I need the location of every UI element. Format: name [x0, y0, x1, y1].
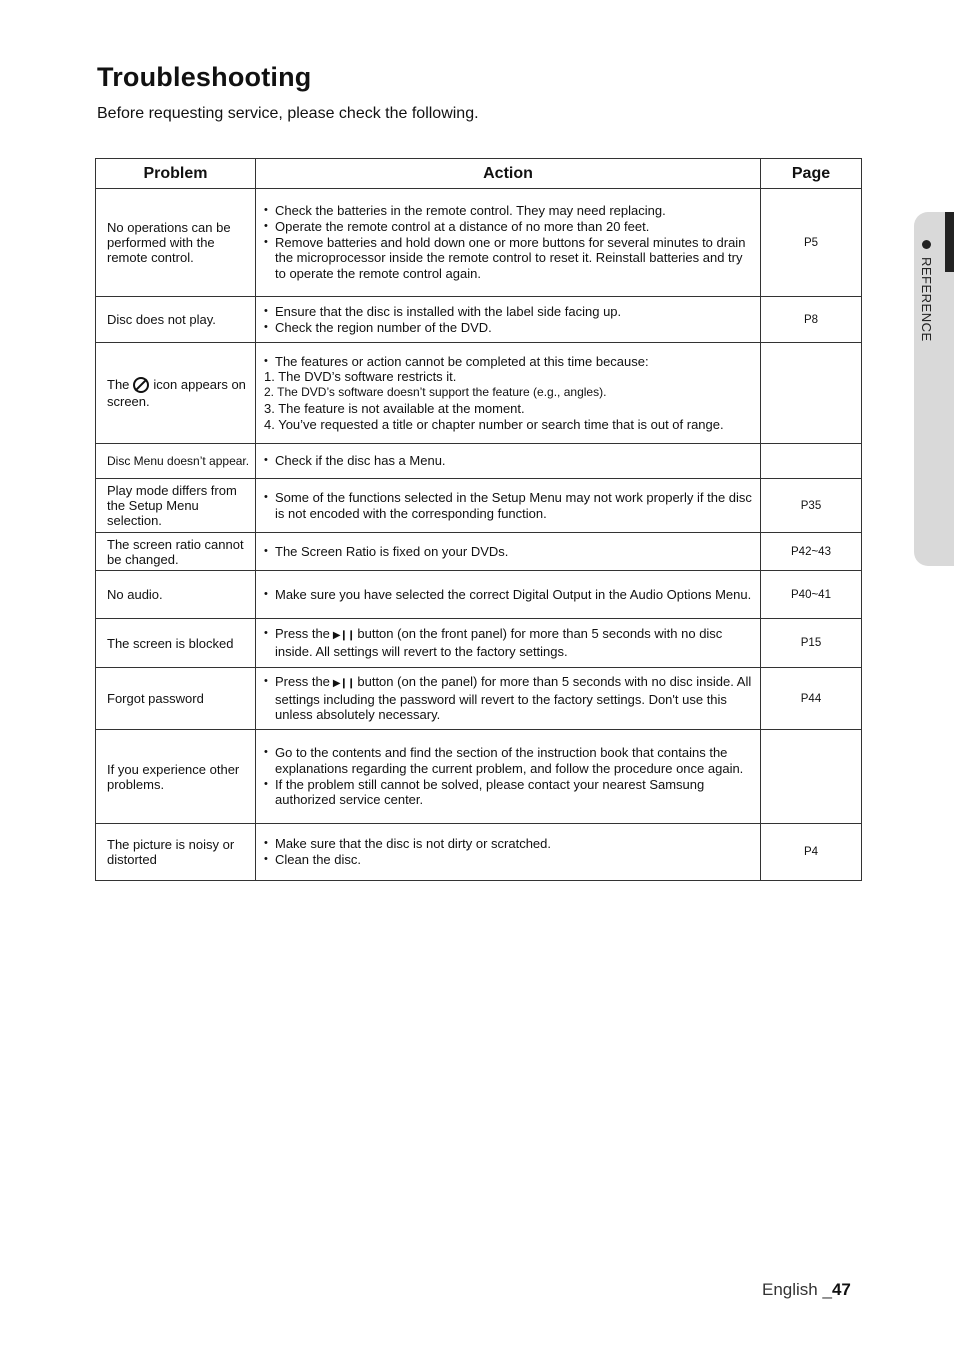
action-cell: [256, 444, 761, 479]
problem-cell: No audio.: [96, 571, 256, 619]
action-item: • Check the batteries in the remote control. They may need replacing.: [264, 203, 754, 219]
page-cell: P4: [761, 824, 862, 881]
action-item: 3. The feature is not available at the moment.: [264, 400, 525, 416]
table-row: [96, 824, 862, 881]
page-cell: [761, 444, 862, 479]
footer-language: English _: [762, 1280, 832, 1299]
play-pause-icon: ▶❙❙: [332, 630, 355, 642]
problem-cell: If you experience other problems.: [96, 730, 256, 824]
action-cell: [256, 343, 761, 444]
problem-cell: Play mode differs from the Setup Menu selection.: [96, 479, 256, 533]
table-row: [96, 571, 862, 619]
problem-cell: Disc does not play.: [96, 297, 256, 343]
action-cell: [256, 297, 761, 343]
play-pause-icon: ▶❙❙: [332, 677, 355, 689]
page-cell: P8: [761, 297, 862, 343]
action-item: • Check the region number of the DVD.: [264, 320, 754, 336]
page-subtitle: Before requesting service, please check the following.: [97, 105, 479, 122]
header-page: Page: [761, 159, 862, 189]
table-row: [96, 668, 862, 730]
problem-cell: The screen ratio cannot be changed.: [96, 533, 256, 571]
action-cell: [256, 824, 761, 881]
side-tab: [914, 212, 954, 566]
action-item: • Make sure you have selected the correct Digital Output in the Audio Options Menu.: [264, 587, 754, 603]
action-cell: [256, 730, 761, 824]
action-item: • Press the ▶❙❙ button (on the panel) for more than 5 seconds with no disc inside. All settings including the password will revert to the factory settings. Don't use this unless absolutely necessary.: [264, 674, 754, 723]
header-problem: Problem: [96, 159, 256, 189]
action-item: • Check if the disc has a Menu.: [264, 453, 754, 469]
page-cell: P15: [761, 619, 862, 668]
problem-cell: The picture is noisy or distorted: [96, 824, 256, 881]
page-title: Troubleshooting: [97, 62, 312, 92]
action-cell: [256, 533, 761, 571]
problem-cell: The screen is blocked: [96, 619, 256, 668]
side-tab-marker: [945, 212, 954, 272]
action-item: • If the problem still cannot be solved, please contact your nearest Samsung authorized service center.: [264, 777, 754, 809]
page-footer: [762, 1280, 851, 1300]
page-cell: P40~41: [761, 571, 862, 619]
action-item: • The features or action cannot be completed at this time because:: [264, 354, 754, 370]
action-item: 2. The DVD’s software doesn’t support the feature (e.g., angles).: [264, 385, 607, 400]
table-header-row: [96, 159, 862, 189]
action-cell: [256, 619, 761, 668]
table-row: [96, 533, 862, 571]
page-cell: [761, 730, 862, 824]
table-row: [96, 189, 862, 297]
action-item: • Operate the remote control at a distance of no more than 20 feet.: [264, 219, 754, 235]
action-item: • Press the ▶❙❙ button (on the front panel) for more than 5 seconds with no disc inside. All settings will revert to the factory settings.: [264, 626, 754, 660]
action-item: • Some of the functions selected in the Setup Menu may not work properly if the disc is not encoded with the corresponding function.: [264, 490, 754, 522]
table-row: [96, 730, 862, 824]
troubleshooting-table: [95, 158, 862, 881]
action-item: • Go to the contents and find the section of the instruction book that contains the explanations regarding the current problem, and follow the procedure once again.: [264, 745, 754, 777]
action-item: • Remove batteries and hold down one or more buttons for several minutes to drain the microprocessor inside the remote control to reset it. Reinstall batteries and try to operate the remote control again.: [264, 235, 754, 282]
page-cell: P44: [761, 668, 862, 730]
page-cell: [761, 343, 862, 444]
problem-cell: Disc Menu doesn’t appear.: [96, 444, 256, 479]
table-row: [96, 619, 862, 668]
action-cell: [256, 479, 761, 533]
table-row: [96, 343, 862, 444]
page-cell: P35: [761, 479, 862, 533]
problem-cell: No operations can be performed with the remote control.: [96, 189, 256, 297]
action-cell: [256, 189, 761, 297]
bullet-icon: [922, 240, 931, 249]
problem-cell: [96, 343, 256, 444]
action-item: • Make sure that the disc is not dirty or scratched.: [264, 836, 754, 852]
problem-text-pre: The: [107, 377, 130, 393]
action-item: • The Screen Ratio is fixed on your DVDs.: [264, 544, 754, 560]
problem-text-post: icon appears on screen.: [107, 377, 246, 409]
page-number: 47: [831, 1280, 851, 1299]
table-row: [96, 297, 862, 343]
action-item: 4. You’ve requested a title or chapter number or search time that is out of range.: [264, 416, 724, 432]
page-cell: P42~43: [761, 533, 862, 571]
action-cell: [256, 668, 761, 730]
prohibit-icon: [133, 377, 149, 393]
page-cell: P5: [761, 189, 862, 297]
action-item: • Clean the disc.: [264, 852, 754, 868]
table-row: [96, 444, 862, 479]
table-row: [96, 479, 862, 533]
problem-cell: Forgot password: [96, 668, 256, 730]
header-action: Action: [256, 159, 761, 189]
action-item: • Ensure that the disc is installed with the label side facing up.: [264, 304, 754, 320]
action-item: 1. The DVD’s software restricts it.: [264, 369, 457, 385]
side-tab-label: REFERENCE: [919, 240, 934, 342]
action-cell: [256, 571, 761, 619]
